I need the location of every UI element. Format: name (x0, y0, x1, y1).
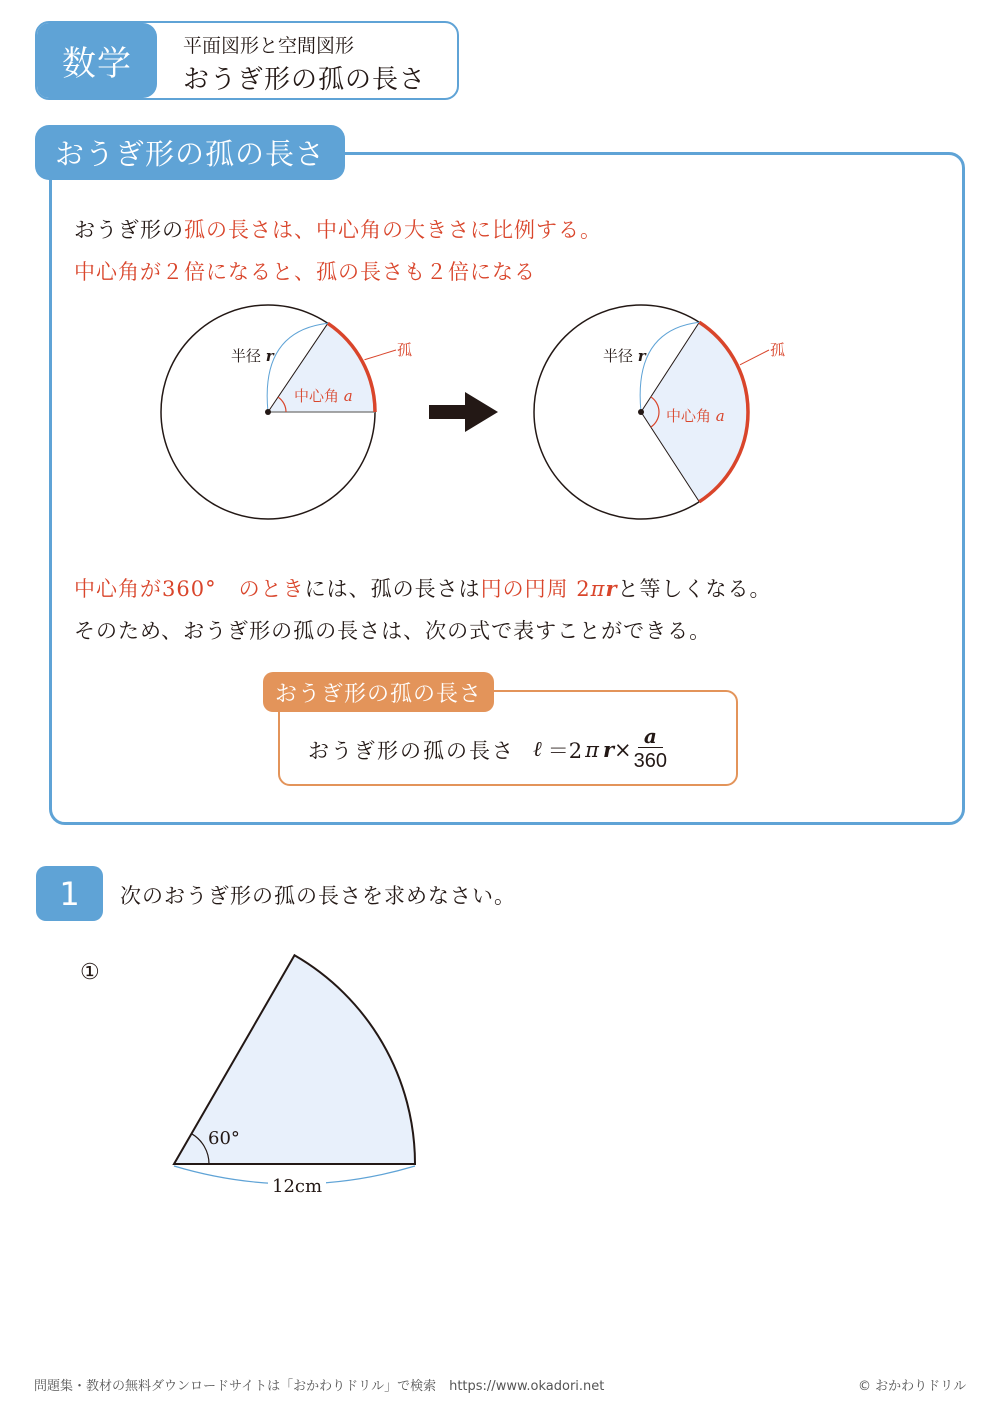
line3-red-1: 中心角が360° のとき (74, 577, 305, 601)
line1-red-text: 孤の長さは、中心角の大きさに比例する。 (184, 218, 602, 242)
angle-label-right: 中心角 a (666, 407, 725, 425)
formula-equals: ＝2 (547, 738, 583, 763)
center-point (265, 409, 271, 415)
problem-question: 次のおうぎ形の孤の長さを求めなさい。 (120, 884, 516, 908)
formula-times: × (614, 737, 632, 762)
line3-pi: π (590, 577, 606, 601)
formula-fraction (634, 725, 667, 774)
arrow-icon (429, 392, 498, 432)
explanation-line-3 (74, 573, 772, 603)
angle-label-left: 中心角 a (294, 387, 353, 405)
problem-sector-figure (0, 940, 1000, 1220)
section-title: おうぎ形の孤の長さ (35, 125, 345, 180)
arc-label-left: 孤 (397, 341, 413, 359)
line3-red-2: 円の円周 2 (480, 577, 591, 601)
line1-black-text: おうぎ形の (74, 218, 184, 242)
angle-label: 60° (208, 1128, 240, 1149)
arc-leader-line (364, 350, 396, 360)
arc-label-right: 孤 (770, 341, 786, 359)
line3-black-2: と等しくなる。 (617, 577, 772, 601)
diagram-left (161, 305, 396, 519)
copyright: © おかわりドリル (858, 1379, 967, 1394)
problem-number: 1 (36, 866, 103, 921)
header-box (35, 21, 459, 100)
arc-leader-line (740, 350, 769, 365)
radius-label-right: 半径 r (603, 347, 646, 365)
explanation-line-4: そのため、おうぎ形の孤の長さは、次の式で表すことができる。 (74, 619, 712, 643)
explanation-line-2: 中心角が２倍になると、孤の長さも２倍になる (74, 260, 536, 284)
subject-label: 数学 (37, 23, 157, 98)
item-marker: ① (80, 960, 100, 985)
diagram-right (534, 305, 769, 519)
footer-text: 問題集・教材の無料ダウンロードサイトは「おかわりドリル」で検索 https://www.okadori.net (34, 1379, 605, 1394)
formula (308, 725, 667, 774)
category-label: 平面図形と空間図形 (183, 35, 355, 57)
fraction-denominator: 360 (633, 750, 667, 772)
problem-sector (174, 955, 415, 1184)
formula-title: おうぎ形の孤の長さ (263, 672, 494, 712)
radius-label-left: 半径 r (231, 347, 274, 365)
line3-black-1: には、孤の長さは (304, 577, 481, 601)
line3-r: r (605, 576, 618, 601)
radius-label: 12cm (268, 1176, 326, 1197)
formula-pi: π (585, 737, 599, 762)
formula-r: r (602, 737, 615, 762)
formula-lhs: ℓ (533, 737, 542, 761)
center-point (638, 409, 644, 415)
fraction-numerator: a (638, 725, 663, 748)
sector-diagrams (0, 290, 1000, 540)
formula-label: おうぎ形の孤の長さ (308, 738, 515, 763)
explanation-line-1 (74, 214, 602, 244)
page-title: おうぎ形の孤の長さ (183, 65, 427, 95)
